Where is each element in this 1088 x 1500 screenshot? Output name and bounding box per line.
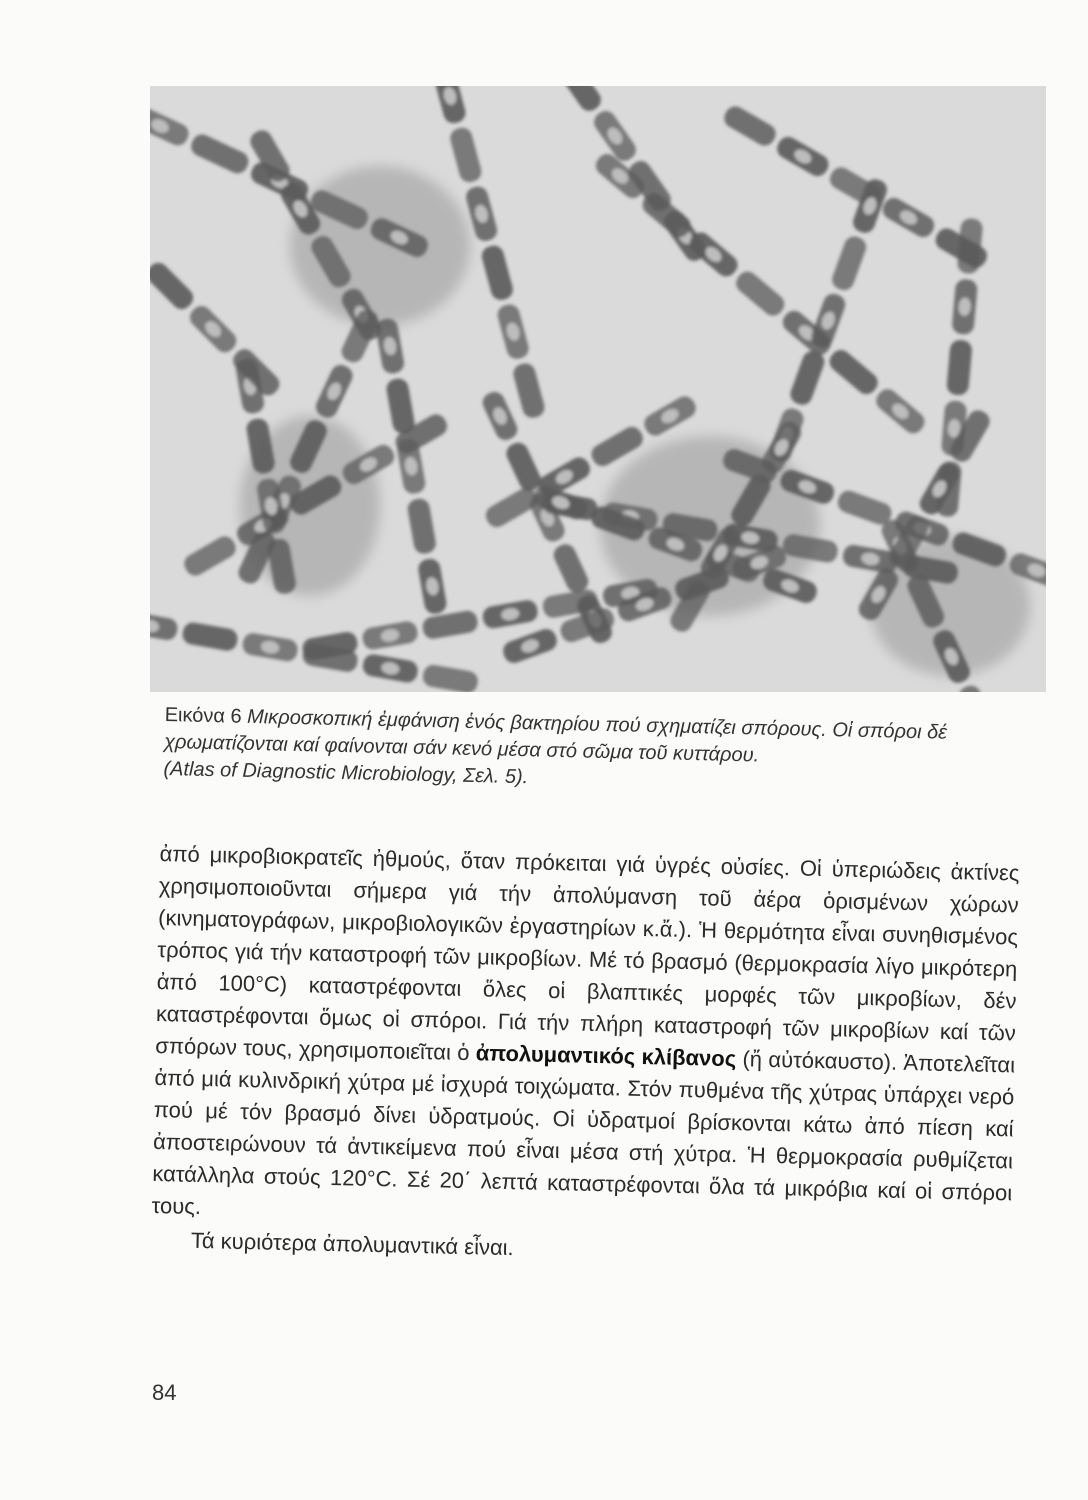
figure-caption (163, 702, 1025, 802)
paragraph-2: Τά κυριότερα ἀπολυμαντικά εἶναι. (190, 1227, 515, 1261)
caption-label: Εικόνα 6 (164, 703, 242, 728)
bacteria-micrograph (150, 86, 1046, 692)
micrograph-image (150, 86, 1046, 692)
caption-text: Μικροσκοπική ἐμφάνιση ἑνός βακτηρίου πού σχηματίζει σπόρους. Οἱ σπόροι δέ χρωματίζονται καί φαίνονται σάν κενό μέσα στό σῶμα τοῦ κυττάρου. (163, 705, 948, 767)
body-text (151, 838, 1020, 1275)
paragraph-1-after: (ἤ αὐτόκαυστο). Ἀποτελεῖται ἀπό μιά κυλινδρική χύτρα μέ ἰσχυρά τοιχώματα. Στόν πυθμένα τῆς χύτρας ὑπάρχει νερό πού μέ τόν βρασμό δίνει ὑδρατμούς. Οἱ ὑδρατμοί βρίσκονται κάτω ἀπό πίεση καί ἀποστειρώνουν τά ἀντικείμενα πού εἶναι μέσα στή χύτρα. Ἡ θερμοκρασία ρυθμίζεται κατάλληλα στούς 120°C. Σέ 20΄ λεπτά καταστρέφονται ὅλα τά μικρόβια καί οἱ σπόροι τους. (151, 1046, 1016, 1220)
paragraph-1-before: ἀπό μικροβιοκρατεῖς ἠθμούς, ὅταν πρόκειται γιά ὑγρές οὐσίες. Οἱ ὑπεριώδεις ἀκτίνες χρησιμοποιοῦνται σήμερα γιά τήν ἀπολύμανση τοῦ ἀέρα ὁρισμένων χώρων (κινηματογράφων, μικροβιολογικῶν ἐργαστηρίων κ.ἄ.). Ἡ θερμότητα εἶναι συνηθισμένος τρόπος γιά τήν καταστροφή τῶν μικροβίων. Μέ τό βρασμό (θερμοκρασία λίγο μικρότερη ἀπό 100°C) καταστρέφονται ὅλες οἱ βλαπτικές μορφές τῶν μικροβίων, δέν καταστρέφονται ὅμως οἱ σπόροι. Γιά τήν πλήρη καταστροφή τῶν μικροβίων καί τῶν σπόρων τους, χρησιμοποιεῖται ὁ (155, 840, 1020, 1066)
paragraph-1 (151, 838, 1019, 1241)
caption-source: (Atlas of Diagnostic Microbiology, Σελ. 5). (163, 757, 529, 789)
page-number: 84 (152, 1380, 177, 1405)
paragraph-1-bold-term: ἀπολυμαντικός κλίβανος (475, 1040, 737, 1072)
